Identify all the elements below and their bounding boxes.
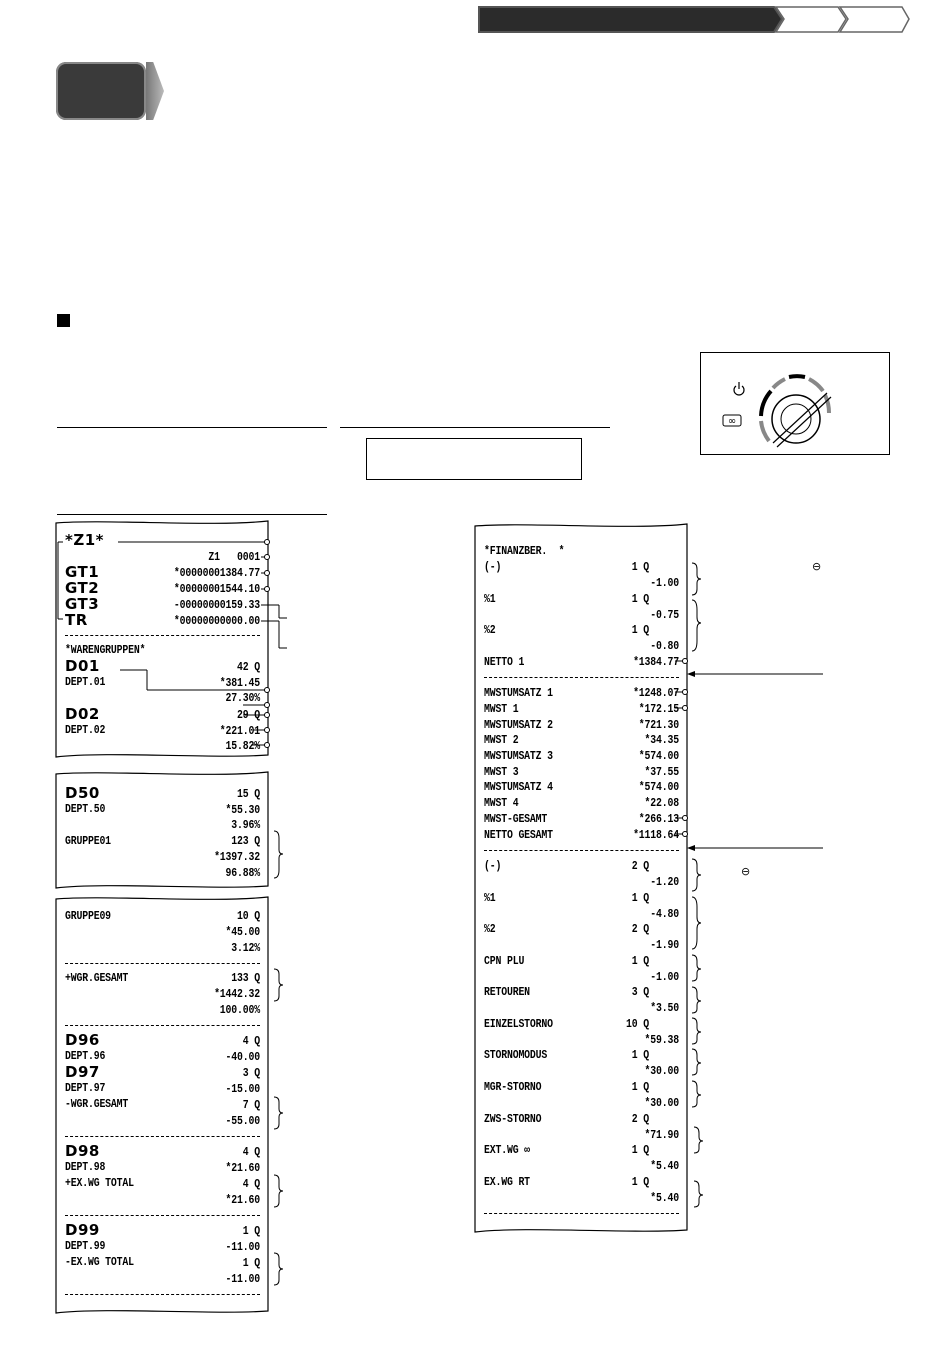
dept-name: DEPT.96 [65,1049,106,1063]
ex-total-name: -EX.WG TOTAL [65,1255,134,1269]
receipt4-callouts [670,555,840,1115]
group-name: GRUPPE01 [65,834,111,848]
tax-amount: *266.13 [638,812,679,826]
row-label: EX.WG RT [484,1175,530,1189]
separator [484,1213,679,1214]
ex-total-amount: *21.60 [225,1193,260,1207]
row-label: (-) [484,859,502,873]
dept-amount: *55.30 [225,803,260,817]
row-amount: *71.90 [644,1128,679,1142]
receipt-dept50 [55,770,270,890]
total-qty: 133 Q [231,971,260,985]
minus-key-icon: ⊖ [812,560,822,573]
ex-total-qty: 1 Q [242,1256,260,1270]
ex-total-name: +EX.WG TOTAL [65,1176,134,1190]
tr-value: *00000000000.00 [173,614,260,628]
dept-amount: -11.00 [225,1240,260,1254]
tax-label: MWST 4 [484,796,519,810]
row-label: CPN PLU [484,954,525,968]
row-qty: 1 Q [631,1175,649,1189]
row-label: MGR-STORNO [484,1080,542,1094]
row-qty: 10 Q [626,1017,649,1031]
tax-label: MWSTUMSATZ 3 [484,749,553,763]
dept-name: DEPT.97 [65,1081,106,1095]
dept-qty: 4 Q [242,1145,260,1159]
row-label: RETOUREN [484,985,530,999]
mode-key-box [366,438,582,480]
group-pct: 3.12% [231,941,260,955]
dept-qty: 15 Q [237,787,260,801]
dept-name: DEPT.99 [65,1239,106,1253]
row-label: (-) [484,560,502,574]
gt2-label: GT2 [65,579,100,597]
column-rule-left-2 [57,514,327,515]
group-name: GRUPPE09 [65,909,111,923]
row-label: EXT.WG ∞ [484,1143,530,1157]
section-arrow-tab [146,62,164,120]
dept-code: D96 [65,1031,100,1049]
row-qty: 1 Q [631,592,649,606]
dept-qty: 42 Q [237,660,260,674]
report-title: *Z1* [65,531,105,549]
row-qty: 2 Q [631,1112,649,1126]
z-counter: Z1 0001 [208,550,260,564]
row-amount: -0.75 [650,608,679,622]
tax-amount: *22.08 [644,796,679,810]
row-amount: -1.20 [650,875,679,889]
tax-label: MWST 3 [484,765,519,779]
row-qty: 2 Q [631,859,649,873]
row-amount: -4.80 [650,907,679,921]
minus-key-icon: ⊖ [741,865,751,878]
row-label: EINZELSTORNO [484,1017,553,1031]
dept-code: D02 [65,705,100,723]
receipt1-callouts [55,530,295,760]
total-name: -WGR.GESAMT [65,1097,129,1111]
bullet-square-icon [57,314,70,327]
row-qty: 1 Q [631,560,649,574]
row-amount: -1.90 [650,938,679,952]
tax-label: MWSTUMSATZ 4 [484,780,553,794]
dept-code: D01 [65,657,100,675]
dept-qty: 3 Q [242,1066,260,1080]
tax-amount: *1248.07 [633,686,679,700]
separator [65,1136,260,1137]
gt1-label: GT1 [65,563,100,581]
separator [484,850,679,851]
dept-qty: 1 Q [242,1224,260,1238]
row-qty: 3 Q [631,985,649,999]
row-amount: -1.00 [650,576,679,590]
separator [65,963,260,964]
ex-total-amount: -11.00 [225,1272,260,1286]
group-qty: 10 Q [237,909,260,923]
gt2-value: *00000001544.10 [173,582,260,596]
svg-text:∞: ∞ [727,416,737,427]
dept-name: DEPT.98 [65,1160,106,1174]
group-header: *WARENGRUPPEN* [65,643,146,657]
row-amount: -1.00 [650,970,679,984]
brace-icon [692,1125,706,1225]
dept-amount: -40.00 [225,1050,260,1064]
row-label: %2 [484,922,496,936]
brace-icon [272,830,286,880]
dept-amount: *381.45 [219,676,260,690]
netto1-amount: *1384.77 [633,655,679,669]
column-rule-left [57,427,327,428]
row-amount: -0.80 [650,639,679,653]
tax-label: MWSTUMSATZ 2 [484,718,553,732]
separator [484,677,679,678]
row-label: %2 [484,623,496,637]
receipt-groups [55,895,270,1315]
dept-name: DEPT.02 [65,723,106,737]
dept-amount: *21.60 [225,1161,260,1175]
receipt-financial [474,522,689,1234]
dept-pct: 27.30% [225,691,260,705]
row-qty: 1 Q [631,1080,649,1094]
brace-icon [272,968,286,1002]
separator [65,1215,260,1216]
brace-icon [272,1096,286,1130]
dept-name: DEPT.01 [65,675,106,689]
separator [65,1294,260,1295]
dept-pct: 15.82% [225,739,260,753]
chapter-nav-tabs [478,6,910,33]
total-pct: 100.00% [219,1003,260,1017]
tax-amount: *37.55 [644,765,679,779]
mode-switch-illustration [700,352,890,455]
tax-amount: *1118.64 [633,828,679,842]
tr-label: TR [65,611,88,629]
row-label: STORNOMODUS [484,1048,548,1062]
row-qty: 1 Q [631,623,649,637]
row-label: %1 [484,891,496,905]
tax-label: MWSTUMSATZ 1 [484,686,553,700]
row-amount: *5.40 [650,1159,679,1173]
gt3-label: GT3 [65,595,100,613]
total-amount: -55.00 [225,1114,260,1128]
dept-pct: 3.96% [231,818,260,832]
total-qty: 7 Q [242,1098,260,1112]
tax-amount: *574.00 [638,749,679,763]
dept-name: DEPT.50 [65,802,106,816]
separator [65,1025,260,1026]
dept-qty: 4 Q [242,1034,260,1048]
tax-amount: *721.30 [638,718,679,732]
power-icon [734,382,744,395]
netto1-label: NETTO 1 [484,655,525,669]
ex-total-qty: 4 Q [242,1177,260,1191]
tax-label: NETTO GESAMT [484,828,553,842]
mode-switch-icon [701,353,889,454]
dept-code: D99 [65,1221,100,1239]
dept-amount: -15.00 [225,1082,260,1096]
dept-code: D97 [65,1063,100,1081]
section-number-box [56,62,146,120]
group-pct: 96.88% [225,866,260,880]
tax-label: MWST 1 [484,702,519,716]
row-amount: *59.38 [644,1033,679,1047]
group-amount: *1397.32 [214,850,260,864]
gt3-value: -00000000159.33 [173,598,260,612]
brace-icon [272,1174,286,1208]
dept-code: D50 [65,784,100,802]
group-qty: 123 Q [231,834,260,848]
row-qty: 1 Q [631,891,649,905]
row-amount: *5.40 [650,1191,679,1205]
row-qty: 1 Q [631,1048,649,1062]
total-name: +WGR.GESAMT [65,971,129,985]
dept-code: D98 [65,1142,100,1160]
tax-amount: *172.15 [638,702,679,716]
row-qty: 1 Q [631,954,649,968]
row-label: %1 [484,592,496,606]
row-qty: 2 Q [631,922,649,936]
row-amount: *3.50 [650,1001,679,1015]
tax-amount: *34.35 [644,733,679,747]
dept-qty: 29 Q [237,708,260,722]
tax-label: MWST 2 [484,733,519,747]
row-label: ZWS-STORNO [484,1112,542,1126]
row-amount: *30.00 [644,1096,679,1110]
group-amount: *45.00 [225,925,260,939]
row-amount: *30.00 [644,1064,679,1078]
row-qty: 1 Q [631,1143,649,1157]
financial-header: *FINANZBER. * [484,544,565,558]
tax-label: MWST-GESAMT [484,812,548,826]
total-amount: *1442.32 [214,987,260,1001]
brace-icon [272,1252,286,1286]
gt1-value: *00000001384.77 [173,566,260,580]
column-rule-mid [340,427,610,428]
tax-amount: *574.00 [638,780,679,794]
dept-amount: *221.01 [219,724,260,738]
